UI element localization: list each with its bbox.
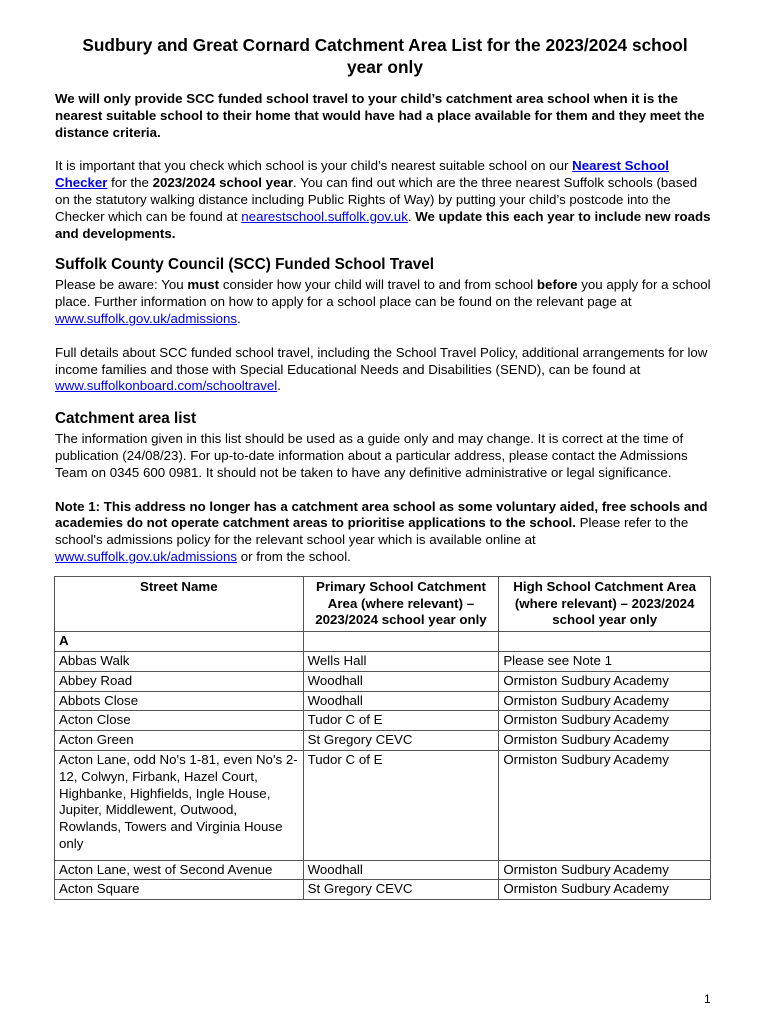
text: . xyxy=(407,208,416,224)
street-cell: Acton Close xyxy=(55,711,304,731)
text: must xyxy=(187,277,220,293)
text: Full details about SCC funded school travel, including the School Travel Policy, additional arrangements for low income families and those with Special Educational Needs and Disabilities (SEND), can be found at xyxy=(55,344,708,377)
page-title: Sudbury and Great Cornard Catchment Area List for the 2023/2024 school year only xyxy=(82,35,688,77)
high-cell: Please see Note 1 xyxy=(499,651,711,671)
high-cell: Ormiston Sudbury Academy xyxy=(499,691,711,711)
checker-paragraph xyxy=(55,158,715,242)
primary-cell: Tudor C of E xyxy=(303,711,499,731)
high-cell: Ormiston Sudbury Academy xyxy=(499,671,711,691)
text: for the xyxy=(107,175,153,191)
section-letter: A xyxy=(55,632,304,652)
admissions-link[interactable]: www.suffolk.gov.uk/admissions xyxy=(55,310,238,326)
street-cell: Acton Lane, odd No's 1-81, even No's 2-12, Colwyn, Firbank, Hazel Court, Highbanke, Highfields, Ingle House, Jupiter, Middlewent, Outwood, Rowlands, Towers and Virginia House only xyxy=(55,750,304,860)
empty-cell xyxy=(499,632,711,652)
column-header-street: Street Name xyxy=(55,576,304,631)
street-cell: Acton Lane, west of Second Avenue xyxy=(55,860,304,880)
street-cell: Abbas Walk xyxy=(55,651,304,671)
text: or from the school. xyxy=(237,548,351,564)
table-row xyxy=(55,651,711,671)
text: . xyxy=(237,310,241,326)
street-cell: Acton Square xyxy=(55,880,304,900)
table-row xyxy=(55,731,711,751)
travel-paragraph-1 xyxy=(55,277,715,327)
text: before xyxy=(536,277,578,293)
street-cell: Abbots Close xyxy=(55,691,304,711)
table-header-row xyxy=(55,576,711,631)
high-cell: Ormiston Sudbury Academy xyxy=(499,731,711,751)
column-header-primary: Primary School Catchment Area (where relevant) – 2023/2024 school year only xyxy=(303,576,499,631)
table-row xyxy=(55,860,711,880)
primary-cell: St Gregory CEVC xyxy=(303,731,499,751)
street-cell: Abbey Road xyxy=(55,671,304,691)
primary-cell: Tudor C of E xyxy=(303,750,499,860)
intro-paragraph: We will only provide SCC funded school travel to your child’s catchment area school when it is the nearest suitable school to their home that would have had a place available for them and they meet the distance criteria. xyxy=(55,91,705,140)
primary-cell: Wells Hall xyxy=(303,651,499,671)
catchment-table xyxy=(54,576,711,901)
text: Note 1: This address no longer has a catchment area school as some voluntary aided, free schools and academies do not operate catchment areas to prioritise applications to the school. xyxy=(55,498,708,531)
primary-cell: Woodhall xyxy=(303,671,499,691)
text: . xyxy=(277,378,281,394)
street-cell: Acton Green xyxy=(55,731,304,751)
high-cell: Ormiston Sudbury Academy xyxy=(499,711,711,731)
catchment-paragraph: The information given in this list should be used as a guide only and may change. It is correct at the time of publication (24/08/23). For up-to-date information about a particular address, please contact the Admissions Team on 0345 600 0981. It should not be taken to have any definitive administrative or legal significance. xyxy=(55,431,688,480)
empty-cell xyxy=(303,632,499,652)
note-1-paragraph xyxy=(55,499,715,566)
table-row xyxy=(55,711,711,731)
primary-cell: Woodhall xyxy=(303,691,499,711)
admissions-link-2[interactable]: www.suffolk.gov.uk/admissions xyxy=(55,548,238,564)
section-row xyxy=(55,632,711,652)
text: . You can find out which are the three nearest Suffolk schools (based on the statutory walking distance including Public Rights of Way) by putting your child’s postcode into the Checker which can be found at xyxy=(55,175,698,224)
primary-cell: St Gregory CEVC xyxy=(303,880,499,900)
text: 2023/2024 school year xyxy=(152,175,294,191)
schooltravel-link[interactable]: www.suffolkonboard.com/schooltravel xyxy=(55,378,278,394)
text: consider how your child will travel to and from school xyxy=(219,277,537,293)
high-cell: Ormiston Sudbury Academy xyxy=(499,880,711,900)
text: you apply for a school place. Further information on how to apply for a school place can be found on the relevant page at xyxy=(55,277,711,310)
table-row xyxy=(55,691,711,711)
text: It is important that you check which school is your child’s nearest suitable school on our xyxy=(55,158,573,174)
nearest-school-checker-link[interactable]: Nearest School Checker xyxy=(55,158,669,191)
primary-cell: Woodhall xyxy=(303,860,499,880)
text: Please refer to the school's admissions policy for the relevant school year which is available online at xyxy=(55,515,689,548)
high-cell: Ormiston Sudbury Academy xyxy=(499,860,711,880)
column-header-high: High School Catchment Area (where relevant) – 2023/2024 school year only xyxy=(499,576,711,631)
table-row xyxy=(55,880,711,900)
table-row xyxy=(55,671,711,691)
high-cell: Ormiston Sudbury Academy xyxy=(499,750,711,860)
page-number: 1 xyxy=(704,992,711,1006)
table-row xyxy=(55,750,711,860)
catchment-heading: Catchment area list xyxy=(55,410,197,428)
nearestschool-link[interactable]: nearestschool.suffolk.gov.uk xyxy=(241,208,408,224)
travel-paragraph-2 xyxy=(55,345,715,395)
text: Please be aware: You xyxy=(55,277,188,293)
document-page xyxy=(55,34,715,900)
text: We update this each year to include new roads and developments. xyxy=(55,208,711,241)
travel-heading: Suffolk County Council (SCC) Funded School Travel xyxy=(55,256,435,274)
